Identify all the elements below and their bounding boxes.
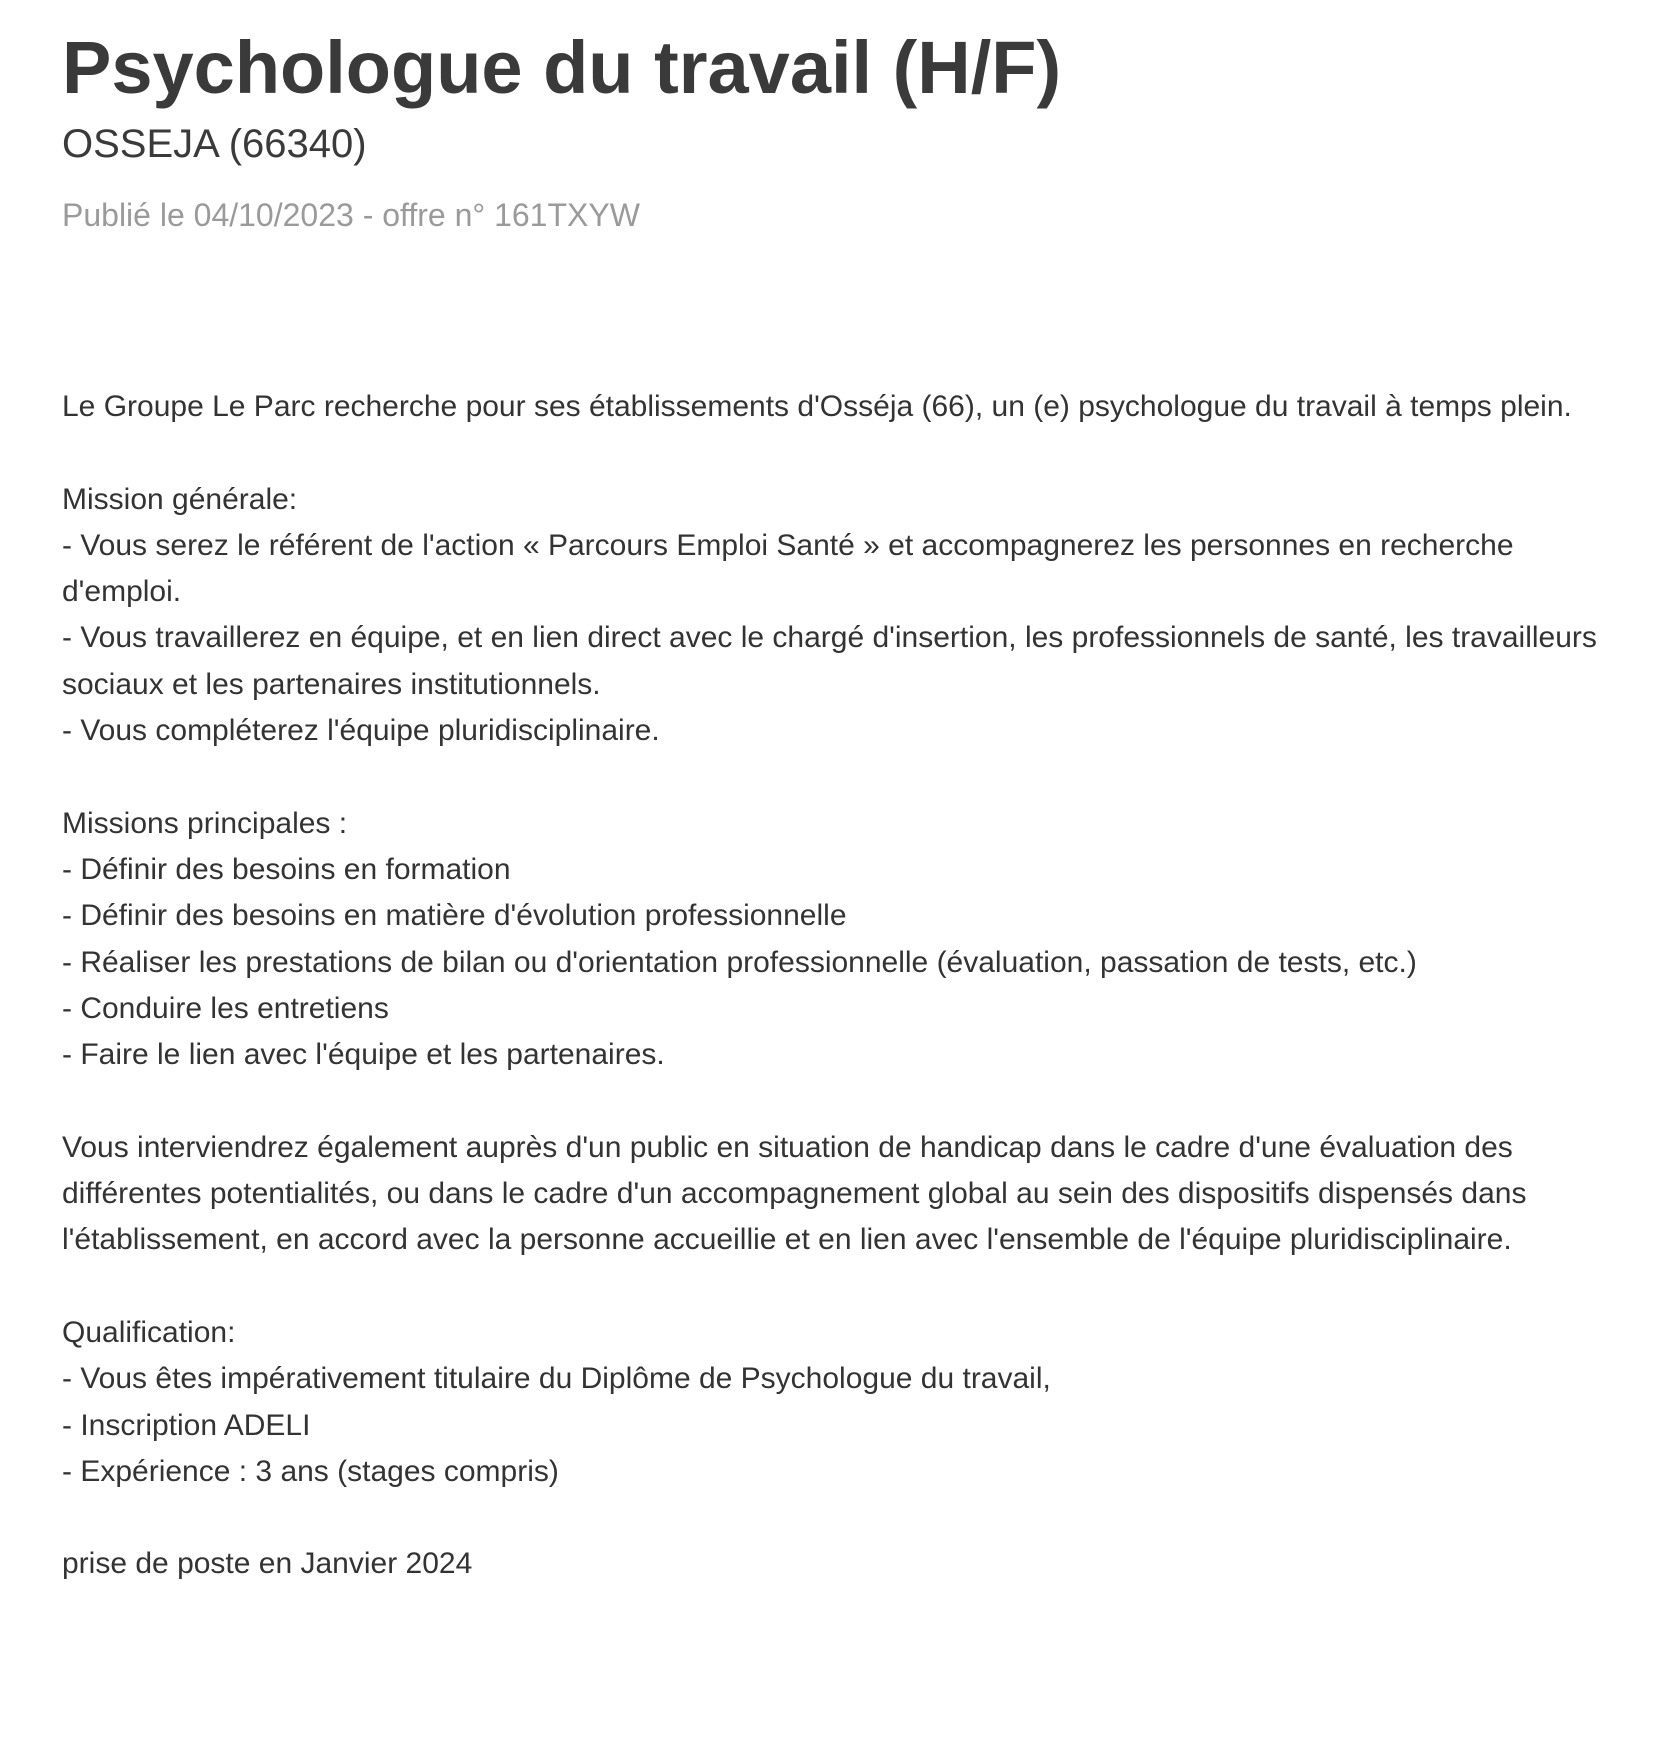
job-title: Psychologue du travail (H/F) xyxy=(62,26,1062,109)
start-date-paragraph: prise de poste en Janvier 2024 xyxy=(62,1547,473,1581)
spacer xyxy=(62,430,1602,476)
mission-generale-item: - Vous compléterez l'équipe pluridisciplinaire. xyxy=(62,714,660,748)
job-description xyxy=(62,384,1602,1588)
spacer xyxy=(62,1495,1602,1541)
spacer xyxy=(62,1078,1602,1124)
publication-info: Publié le 04/10/2023 - offre n° 161TXYW xyxy=(62,197,640,233)
missions-principales-item: - Conduire les entretiens xyxy=(62,991,389,1025)
intro-paragraph: Le Groupe Le Parc recherche pour ses établissements d'Osséja (66), un (e) psychologue du travail à temps plein. xyxy=(62,390,1572,423)
missions-principales-item: - Faire le lien avec l'équipe et les partenaires. xyxy=(62,1038,665,1072)
spacer xyxy=(62,1264,1602,1310)
qualification-item: - Vous êtes impérativement titulaire du Diplôme de Psychologue du travail, xyxy=(62,1362,1051,1396)
missions-principales-item: - Définir des besoins en formation xyxy=(62,852,511,886)
qualification-item: - Inscription ADELI xyxy=(62,1408,311,1442)
spacer xyxy=(62,754,1602,800)
missions-principales-item: - Définir des besoins en matière d'évolution professionnelle xyxy=(62,899,847,933)
mission-generale-heading: Mission générale: xyxy=(62,482,298,516)
job-location: OSSEJA (66340) xyxy=(62,122,367,166)
missions-principales-item: - Réaliser les prestations de bilan ou d'orientation professionnelle (évaluation, passation de tests, etc.) xyxy=(62,945,1417,979)
qualification-heading: Qualification: xyxy=(62,1315,236,1349)
missions-principales-heading: Missions principales : xyxy=(62,806,348,840)
handicap-paragraph: Vous interviendrez également auprès d'un public en situation de handicap dans le cadre d'une évaluation des différentes potentialités, ou dans le cadre d'un accompagnement global au sein des dispositifs dispensés dans l'établissement, en accord avec la personne accueillie et en lien avec l'ensemble de l'équipe pluridisciplinaire. xyxy=(62,1130,1527,1257)
mission-generale-item: - Vous travaillerez en équipe, et en lien direct avec le chargé d'insertion, les professionnels de santé, les travailleurs sociaux et les partenaires institutionnels. xyxy=(62,621,1597,701)
qualification-item: - Expérience : 3 ans (stages compris) xyxy=(62,1454,559,1488)
mission-generale-item: - Vous serez le référent de l'action « Parcours Emploi Santé » et accompagnerez les personnes en recherche d'emploi. xyxy=(62,528,1514,609)
